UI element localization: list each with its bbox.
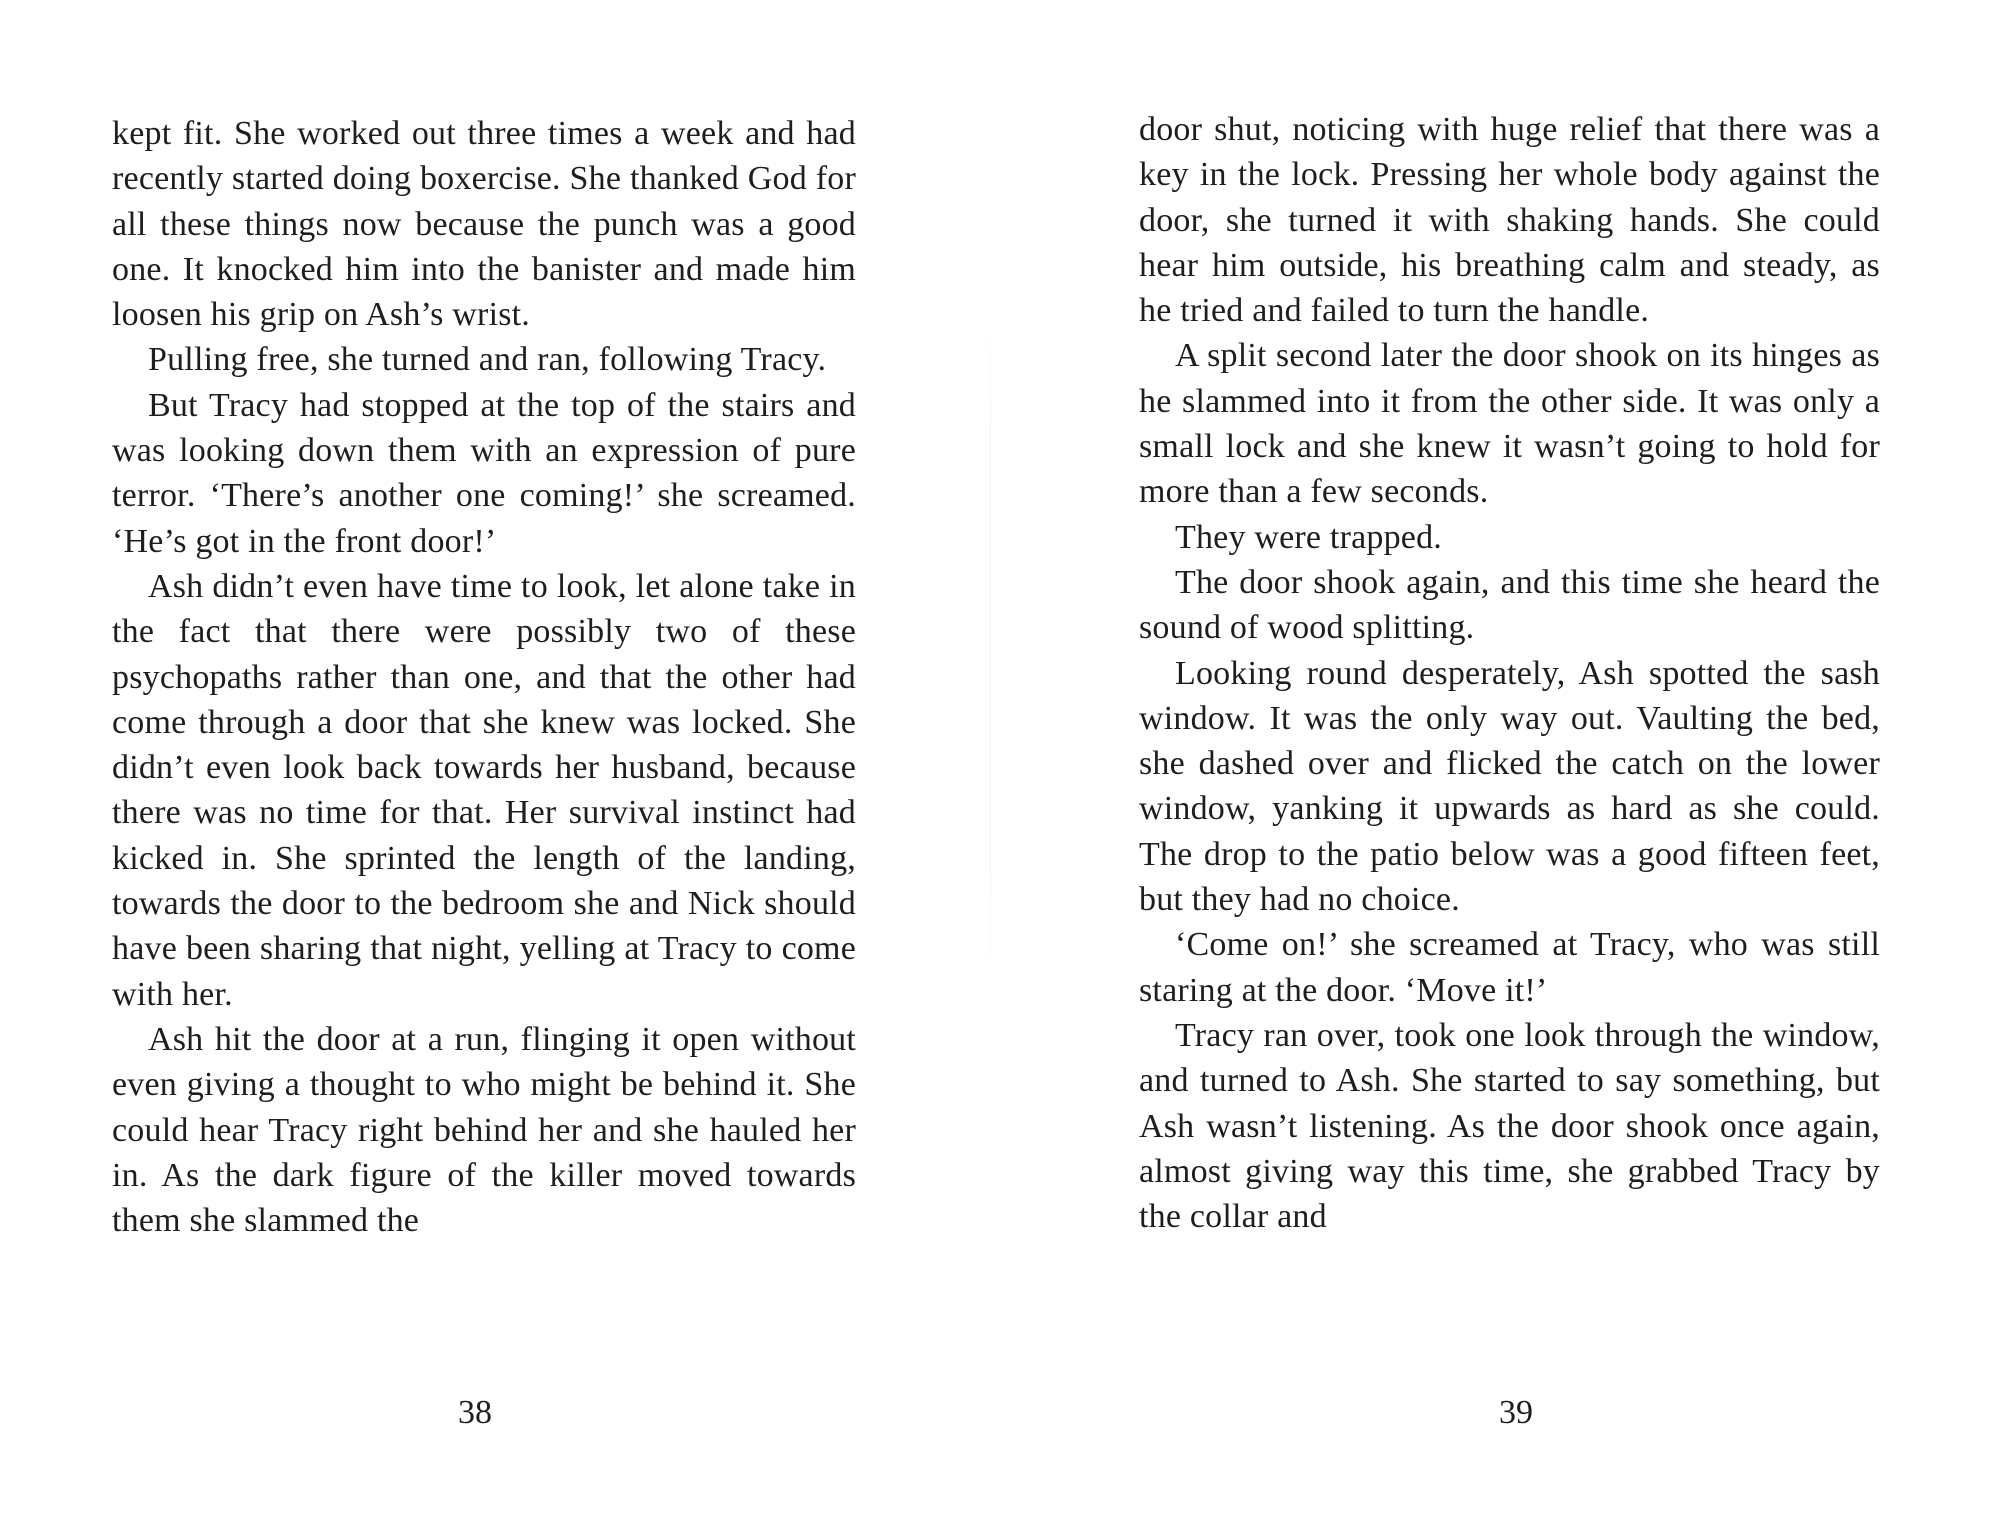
- paragraph: They were trapped.: [1175, 518, 1442, 556]
- paragraph: Pulling free, she turned and ran, following Tracy.: [148, 341, 827, 379]
- paragraph: door shut, noticing with huge relief that there was a key in the lock. Pressing her whole body against the door, she turned it with shaking hands. She could hear him outside, his breathing calm and steady, as he tried and failed to turn the handle.: [1139, 111, 1880, 330]
- paragraph: The door shook again, and this time she heard the sound of wood splitting.: [1139, 563, 1880, 647]
- paragraph: Looking round desperately, Ash spotted the sash window. It was the only way out. Vaulting the bed, she dashed over and flicked the catch on the lower window, yanking it upwards as hard as she could. The drop to the patio below was a good fifteen feet, but they had no choice.: [1139, 654, 1880, 919]
- paragraph: A split second later the door shook on its hinges as he slammed into it from the other side. It was only a small lock and she knew it wasn’t going to hold for more than a few seconds.: [1139, 337, 1880, 511]
- right-page-text: [1139, 107, 1880, 1239]
- page-number-right: 39: [1499, 1394, 1533, 1431]
- paragraph: kept fit. She worked out three times a week and had recently started doing boxercise. She thanked God for all these things now because the punch was a good one. It knocked him into the banister and made him loosen his grip on Ash’s wrist.: [112, 115, 856, 334]
- paragraph: Ash hit the door at a run, flinging it open without even giving a thought to who might be behind it. She could hear Tracy right behind her and she hauled her in. As the dark figure of the killer moved towards them she slammed the: [112, 1020, 856, 1240]
- book-gutter: [990, 300, 991, 1000]
- paragraph: But Tracy had stopped at the top of the stairs and was looking down them with an expression of pure terror. ‘There’s another one coming!’ she screamed. ‘He’s got in the front door!’: [112, 386, 856, 560]
- paragraph: Tracy ran over, took one look through the window, and turned to Ash. She started to say something, but Ash wasn’t listening. As the door shook once again, almost giving way this time, she grabbed Tracy by the collar and: [1139, 1016, 1880, 1236]
- right-page: [997, 0, 1994, 1532]
- left-page-text: [112, 111, 856, 1243]
- page-number-left: 38: [458, 1394, 492, 1431]
- paragraph: Ash didn’t even have time to look, let alone take in the fact that there were possibly two of these psychopaths rather than one, and that the other had come through a door that she knew was locked. She didn’t even look back towards her husband, because there was no time for that. Her survival instinct had kicked in. She sprinted the length of the landing, towards the door to the bedroom she and Nick should have been sharing that night, yelling at Tracy to come with her.: [112, 567, 856, 1013]
- paragraph: ‘Come on!’ she screamed at Tracy, who was still staring at the door. ‘Move it!’: [1139, 926, 1880, 1009]
